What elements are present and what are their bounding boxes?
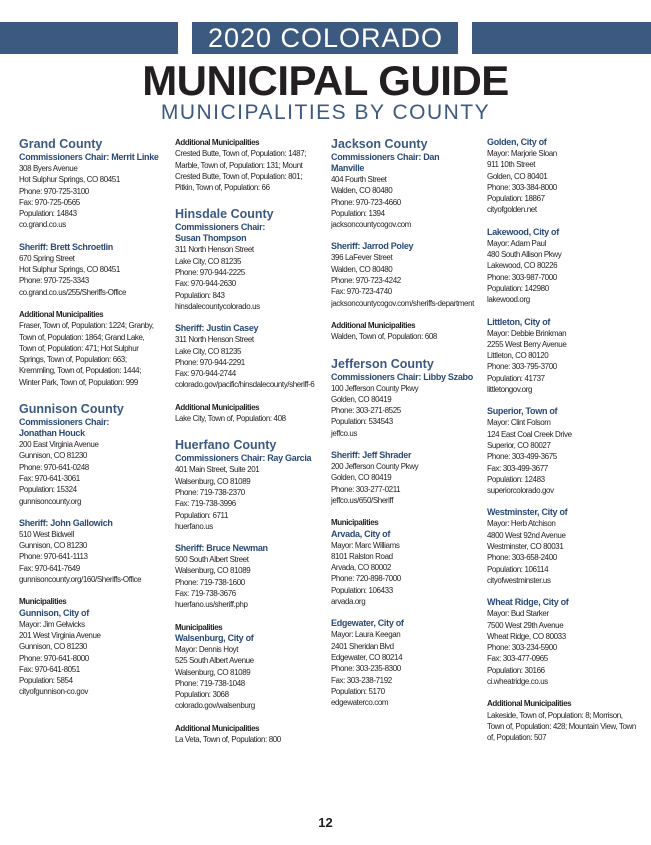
address-line: Population: 534543: [331, 417, 393, 427]
page-subtitle: MUNICIPALITIES BY COUNTY: [160, 101, 491, 124]
address-line: littletongov.org: [487, 385, 533, 395]
address-block: [175, 334, 322, 390]
address-line: Walden, CO 80480: [331, 186, 393, 196]
address-line: Phone: 970-723-4242: [331, 276, 401, 286]
address-line: Population: 12483: [487, 474, 545, 484]
commissioner-chair: Commissioners Chair: Ray Garcia: [175, 453, 312, 464]
address-line: jacksoncountycogov.com/sheriffs-department: [331, 298, 474, 308]
address-line: Lake City, CO 81235: [175, 256, 242, 266]
address-block: [487, 238, 637, 306]
city-title: Golden, City of: [487, 137, 547, 147]
address-line: superiorcolorado.gov: [487, 486, 554, 496]
address-line: huerfano.us: [175, 521, 213, 531]
municipalities-title: Municipalities: [19, 597, 67, 607]
banner-title: 2020 COLORADO: [207, 23, 444, 53]
address-line: 911 10th Street: [487, 160, 536, 170]
address-block: [19, 619, 159, 698]
county-heading-jefferson: Jefferson County: [331, 356, 434, 371]
address-line: Phone: 970-641-1113: [19, 552, 88, 562]
additional-municipalities-title: Additional Municipalities: [175, 723, 260, 733]
address-line: Hot Sulphur Springs, CO 80451: [19, 175, 120, 185]
additional-municipalities-title: Additional Municipalities: [175, 138, 260, 147]
address-line: Population: 18867: [487, 194, 545, 204]
address-line: Mayor: Dennis Hoyt: [175, 644, 239, 654]
address-line: Phone: 303-234-5900: [487, 643, 557, 653]
address-block: [331, 629, 474, 708]
address-line: Hot Sulphur Springs, CO 80451: [19, 265, 120, 275]
city-title: Littleton, City of: [487, 316, 551, 327]
address-line: Phone: 303-795-3700: [487, 362, 557, 372]
city-title: Westminster, City of: [487, 507, 568, 518]
page-title: MUNICIPAL GUIDE: [142, 57, 509, 104]
address-line: Phone: 719-738-2370: [175, 487, 245, 497]
address-line: Population: 41737: [487, 373, 545, 383]
additional-municipalities-text: Crested Butte, Town of, Population: 1487; Marble, Town of, Population: 131; Mount Crested Butte, Town of, Population: 801; Pitkin, Town of, Population: 66: [175, 149, 307, 193]
address-block: [19, 253, 159, 298]
address-line: Fax: 719-738-3996: [175, 499, 236, 509]
address-line: Fax: 970-723-4740: [331, 287, 392, 297]
column-1: [19, 137, 159, 698]
address-block: [19, 163, 159, 231]
additional-municipalities-title: Additional Municipalities: [487, 699, 572, 709]
address-line: 7500 West 29th Avenue: [487, 620, 564, 630]
address-line: 404 Fourth Street: [331, 175, 387, 184]
address-line: Superior, CO 80027: [487, 440, 551, 450]
address-line: Fax: 970-641-8051: [19, 664, 80, 674]
address-line: 510 West Bidwell: [19, 529, 74, 539]
address-line: Edgewater, CO 80214: [331, 652, 403, 662]
address-line: Mayor: Herb Atchison: [487, 519, 556, 529]
address-line: Population: 142980: [487, 283, 549, 293]
address-line: cityofgunnison-co.gov: [19, 687, 88, 697]
address-line: Population: 843: [175, 290, 225, 300]
address-line: 200 Jefferson County Pkwy: [331, 462, 419, 472]
city-title: Arvada, City of: [331, 528, 391, 539]
address-line: Mayor: Clint Folsom: [487, 418, 551, 428]
address-line: Gunnison, CO 81230: [19, 541, 87, 551]
address-block: [331, 252, 474, 308]
address-line: jeffco.us/650/Sheriff: [331, 495, 394, 505]
address-line: Phone: 970-723-4660: [331, 197, 401, 207]
address-line: Population: 106114: [487, 564, 549, 574]
address-line: Mayor: Jim Gelwicks: [19, 619, 85, 629]
address-line: Fax: 970-944-2630: [175, 279, 236, 289]
page-number: 12: [318, 815, 333, 830]
city-title: Wheat Ridge, City of: [487, 597, 569, 608]
address-line: 4800 West 92nd Avenue: [487, 530, 566, 540]
address-line: Fax: 719-738-3676: [175, 589, 236, 599]
city-title: Superior, Town of: [487, 406, 558, 417]
address-line: 525 South Albert Avenue: [175, 656, 254, 666]
address-line: Lake City, CO 81235: [175, 346, 242, 356]
address-line: Population: 106433: [331, 585, 393, 595]
commissioner-chair-name: Susan Thompson: [175, 233, 247, 244]
commissioner-chair: Commissioners Chair:: [19, 417, 110, 428]
county-heading-huerfano: Huerfano County: [175, 438, 277, 453]
address-line: Mayor: Marc Williams: [331, 540, 400, 550]
column-2: [175, 137, 322, 745]
address-line: Phone: 720-898-7000: [331, 574, 401, 584]
additional-municipalities-title: Additional Municipalities: [331, 320, 416, 330]
address-block: [487, 518, 637, 586]
address-line: colorado.gov/pacific/hinsdalecounty/sheriff-6: [175, 380, 315, 390]
address-line: ci.wheatridge.co.us: [487, 676, 548, 686]
address-line: Phone: 719-738-1600: [175, 577, 245, 587]
address-line: arvada.org: [331, 597, 366, 607]
column-3: [331, 137, 474, 708]
address-line: Walden, CO 80480: [331, 264, 393, 274]
address-line: Population: 14843: [19, 209, 77, 219]
county-heading-gunnison: Gunnison County: [19, 402, 124, 417]
commissioner-chair: Commissioners Chair: Dan Manville: [331, 152, 440, 173]
address-line: Golden, CO 80401: [487, 171, 548, 181]
address-block: [175, 554, 322, 610]
address-block: [175, 244, 322, 312]
city-title: Walsenburg, City of: [175, 632, 254, 643]
city-title: Lakewood, City of: [487, 226, 559, 237]
address-line: Population: 15324: [19, 485, 77, 495]
city-title: Gunnison, City of: [19, 607, 89, 618]
address-line: Wheat Ridge, CO 80033: [487, 631, 566, 641]
address-line: Gunnison, CO 81230: [19, 642, 87, 652]
additional-municipalities-text: La Veta, Town of, Population: 800: [175, 734, 281, 744]
address-line: 2401 Sheridan Blvd: [331, 641, 394, 651]
address-line: Phone: 970-725-3100: [19, 186, 89, 196]
address-line: Phone: 719-738-1048: [175, 678, 245, 688]
address-line: Phone: 303-987-7000: [487, 272, 557, 282]
address-line: Mayor: Adam Paul: [487, 238, 546, 248]
additional-municipalities-text: Lakeside, Town of, Population: 8; Morrison, Town of, Population: 428; Mountain View, Town of, Population: 507: [487, 710, 636, 743]
address-line: jeffco.us: [331, 428, 358, 438]
address-line: Phone: 970-641-0248: [19, 462, 89, 472]
address-line: Gunnison, CO 81230: [19, 451, 87, 461]
address-line: 311 North Henson Street: [175, 245, 254, 255]
commissioner-chair: Commissioners Chair:: [175, 222, 266, 233]
address-block: [175, 644, 322, 712]
address-line: Phone: 970-725-3343: [19, 276, 89, 286]
address-line: hinsdalecountycolorado.us: [175, 301, 260, 311]
commissioner-chair: Commissioners Chair: Libby Szabo: [331, 371, 473, 382]
address-line: Population: 1394: [331, 208, 385, 218]
sheriff-title: Sheriff: Bruce Newman: [175, 543, 268, 554]
address-block: [487, 148, 637, 216]
address-line: Population: 6711: [175, 510, 229, 520]
address-line: Fax: 303-499-3677: [487, 463, 548, 473]
address-line: 201 West Virginia Avenue: [19, 630, 101, 640]
sheriff-title: Sheriff: Jarrod Poley: [331, 241, 414, 252]
county-heading-grand: Grand County: [19, 137, 103, 151]
address-line: Fax: 303-477-0965: [487, 654, 548, 664]
address-line: huerfano.us/sheriff.php: [175, 600, 248, 610]
address-line: Population: 3068: [175, 690, 229, 700]
address-line: 200 East Virginia Avenue: [19, 440, 99, 450]
address-line: Fax: 970-641-7649: [19, 563, 80, 573]
address-line: Phone: 303-277-0211: [331, 484, 401, 494]
address-line: Mayor: Debbie Brinkman: [487, 328, 567, 338]
address-line: Phone: 303-271-8525: [331, 406, 401, 416]
address-line: Phone: 970-641-8000: [19, 653, 89, 663]
address-line: cityofgolden.net: [487, 205, 537, 215]
municipalities-title: Municipalities: [175, 622, 223, 632]
address-line: lakewood.org: [487, 295, 530, 305]
address-block: [487, 417, 637, 496]
sheriff-title: Sheriff: Justin Casey: [175, 323, 259, 334]
address-line: Population: 30166: [487, 665, 545, 675]
municipalities-title: Municipalities: [331, 518, 379, 528]
address-line: Phone: 970-944-2225: [175, 268, 245, 278]
address-line: 480 South Allison Pkwy: [487, 250, 562, 260]
commissioner-chair: Commissioners Chair: Merrit Linke: [19, 152, 159, 162]
address-line: Phone: 970-944-2291: [175, 357, 245, 367]
address-line: Mayor: Bud Starker: [487, 609, 549, 619]
additional-municipalities-title: Additional Municipalities: [19, 309, 104, 319]
address-line: cityofwestminster.us: [487, 575, 551, 585]
additional-municipalities-text: Lake City, Town of, Population: 408: [175, 414, 286, 424]
address-block: [487, 608, 637, 687]
address-line: Littleton, CO 80120: [487, 351, 549, 361]
additional-municipalities-title: Additional Municipalities: [175, 402, 260, 412]
address-line: Population: 5854: [19, 676, 73, 686]
address-block: [19, 529, 159, 585]
address-line: Lakewood, CO 80226: [487, 261, 558, 271]
column-4: [487, 137, 637, 743]
address-line: gunnisoncounty.org: [19, 496, 82, 506]
address-line: Walsenburg, CO 81089: [175, 566, 251, 576]
address-line: Fax: 303-238-7192: [331, 675, 392, 685]
address-line: jacksoncountycogov.com: [331, 220, 411, 230]
address-line: Golden, CO 80419: [331, 473, 392, 483]
address-line: 500 South Albert Street: [175, 555, 249, 565]
address-block: [487, 328, 637, 396]
address-block: [331, 383, 474, 439]
address-line: 670 Spring Street: [19, 253, 75, 263]
address-line: Golden, CO 80419: [331, 394, 392, 404]
additional-municipalities-text: Fraser, Town of, Population: 1224; Granby, Town of, Population: 1864; Grand Lake, Town of, Population: 471; Hot Sulphur Springs, Town of, Population: 663; Kremmling, Town of, Population: 1444; Winter Park, Town of, Population: 999: [19, 321, 154, 387]
sheriff-title: Sheriff: John Gallowich: [19, 517, 113, 528]
county-heading-hinsdale: Hinsdale County: [175, 207, 274, 222]
address-line: Phone: 303-384-8000: [487, 182, 557, 192]
address-line: Fax: 970-944-2744: [175, 369, 236, 379]
address-line: Fax: 970-725-0565: [19, 197, 80, 207]
address-block: [331, 540, 474, 608]
address-block: [331, 174, 474, 230]
address-line: Walsenburg, CO 81089: [175, 667, 251, 677]
address-line: co.grand.co.us/255/Sheriffs-Office: [19, 287, 127, 297]
address-line: 396 LaFever Street: [331, 253, 393, 263]
address-line: Population: 5170: [331, 686, 385, 696]
county-heading-jackson: Jackson County: [331, 137, 428, 151]
sheriff-title: Sheriff: Jeff Shrader: [331, 450, 412, 461]
address-line: 2255 West Berry Avenue: [487, 339, 567, 349]
address-line: Phone: 303-658-2400: [487, 553, 557, 563]
address-line: 100 Jefferson County Pkwy: [331, 383, 419, 393]
address-line: gunnisoncounty.org/160/Sheriffs-Office: [19, 575, 142, 585]
city-title: Edgewater, City of: [331, 618, 404, 629]
address-line: Fax: 970-641-3061: [19, 473, 80, 483]
address-line: Mayor: Marjorie Sloan: [487, 149, 557, 158]
additional-municipalities-text: Walden, Town of, Population: 608: [331, 332, 437, 342]
address-line: edgewaterco.com: [331, 698, 389, 708]
address-line: Arvada, CO 80002: [331, 563, 391, 573]
address-line: Mayor: Laura Keegan: [331, 630, 401, 640]
address-line: 311 North Henson Street: [175, 335, 254, 345]
address-line: 124 East Coal Creek Drive: [487, 429, 572, 439]
address-line: 401 Main Street, Suite 201: [175, 465, 260, 475]
address-block: [331, 461, 474, 506]
address-block: [175, 464, 322, 532]
address-line: 308 Byers Avenue: [19, 164, 78, 173]
commissioner-chair-name: Jonathan Houck: [19, 428, 85, 439]
address-line: Westminster, CO 80031: [487, 542, 564, 552]
sheriff-title: Sheriff: Brett Schroetlin: [19, 241, 114, 252]
address-block: [19, 439, 159, 507]
address-line: Phone: 303-235-8300: [331, 664, 401, 674]
address-line: 8101 Ralston Road: [331, 551, 393, 561]
address-line: Phone: 303-499-3675: [487, 452, 557, 462]
address-line: co.grand.co.us: [19, 220, 66, 230]
address-line: Walsenburg, CO 81089: [175, 476, 251, 486]
address-line: colorado.gov/walsenburg: [175, 701, 255, 711]
